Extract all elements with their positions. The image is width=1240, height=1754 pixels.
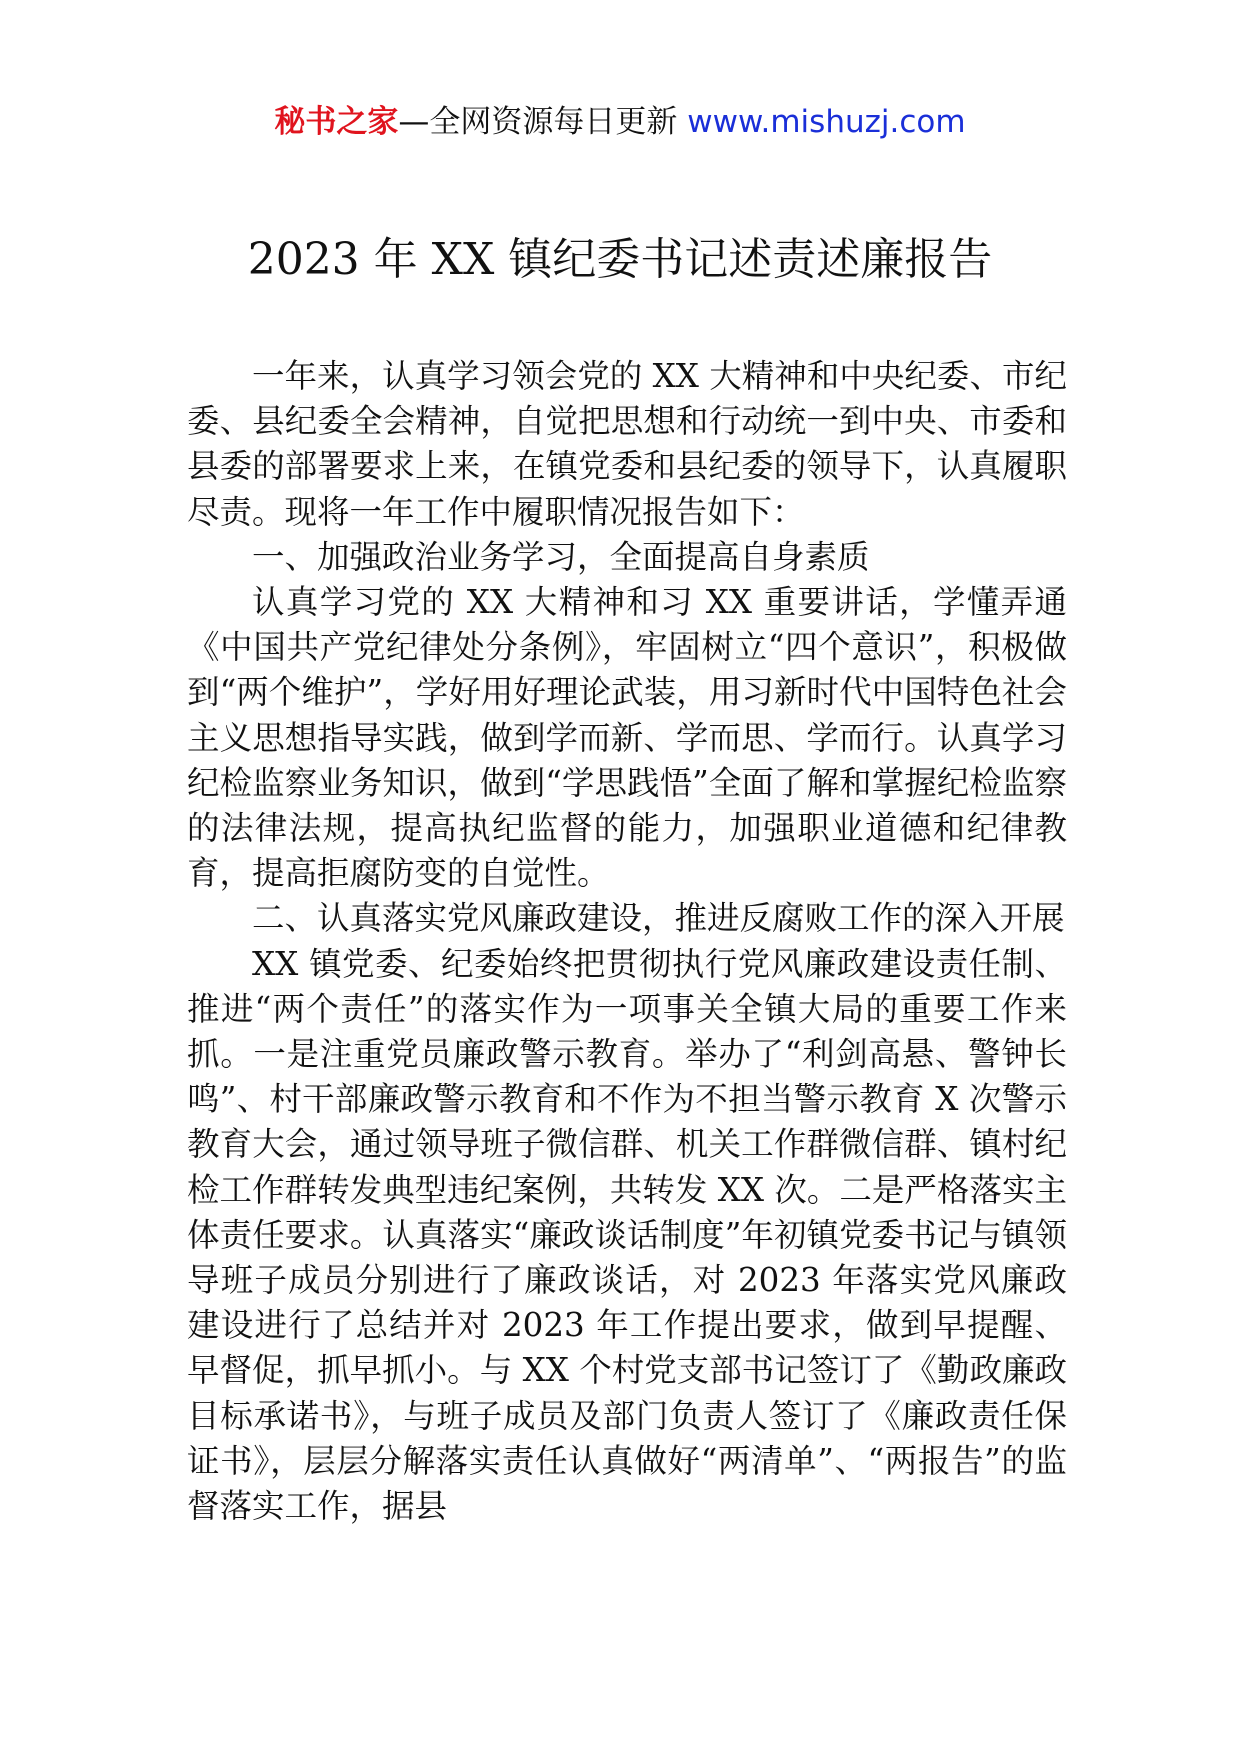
brand-name: 秘书之家 [274, 104, 399, 140]
paragraph-anticorruption: XX 镇党委、纪委始终把贯彻执行党风廉政建设责任制、推进“两个责任”的落实作为一项事关全镇大局的重要工作来抓。一是注重党员廉政警示教育。举办了“利剑高悬、警钟长鸣”、村干部廉政警示教育和不作为不担当警示教育 X 次警示教育大会，通过领导班子微信群、机关工作群微信群、镇村纪检工作群转发典型违纪案例，共转发 XX 次。二是严格落实主体责任要求。认真落实“廉政谈话制度”年初镇党委书记与镇领导班子成员分别进行了廉政谈话，对 2023 年落实党风廉政建设进行了总结并对 2023 年工作提出要求，做到早提醒、早督促，抓早抓小。与 XX 个村党支部书记签订了《勤政廉政目标承诺书》，与班子成员及部门负责人签订了《廉政责任保证书》，层层分解落实责任认真做好“两清单”、“两报告”的监督落实工作，据县 [187, 944, 1067, 1526]
document-title: 2023 年 XX 镇纪委书记述责述廉报告 [247, 234, 993, 285]
document-body [187, 354, 1067, 1529]
paragraph-study: 认真学习党的 XX 大精神和习 XX 重要讲话，学懂弄通《中国共产党纪律处分条例》，牢固树立“四个意识”，积极做到“两个维护”，学好用好理论武装，用习新时代中国特色社会主义思想指导实践，做到学而新、学而思、学而行。认真学习纪检监察业务知识，做到“学思践悟”全面了解和掌握纪检监察的法律法规，提高执纪监督的能力，加强职业道德和纪律教育，提高拒腐防变的自觉性。 [187, 583, 1067, 893]
section-heading-2: 二、认真落实党风廉政建设，推进反腐败工作的深入开展 [252, 899, 1065, 938]
banner-tagline: —全网资源每日更新 [398, 104, 688, 140]
paragraph-intro: 一年来，认真学习领会党的 XX 大精神和中央纪委、市纪委、县纪委全会精神，自觉把思想和行动统一到中央、市委和县委的部署要求上来，在镇党委和县纪委的领导下，认真履职尽责。现将一年工作中履职情况报告如下： [187, 357, 1067, 531]
section-heading-1: 一、加强政治业务学习，全面提高自身素质 [252, 537, 870, 576]
site-url: www.mishuzj.com [687, 104, 966, 140]
site-banner [0, 100, 1240, 144]
